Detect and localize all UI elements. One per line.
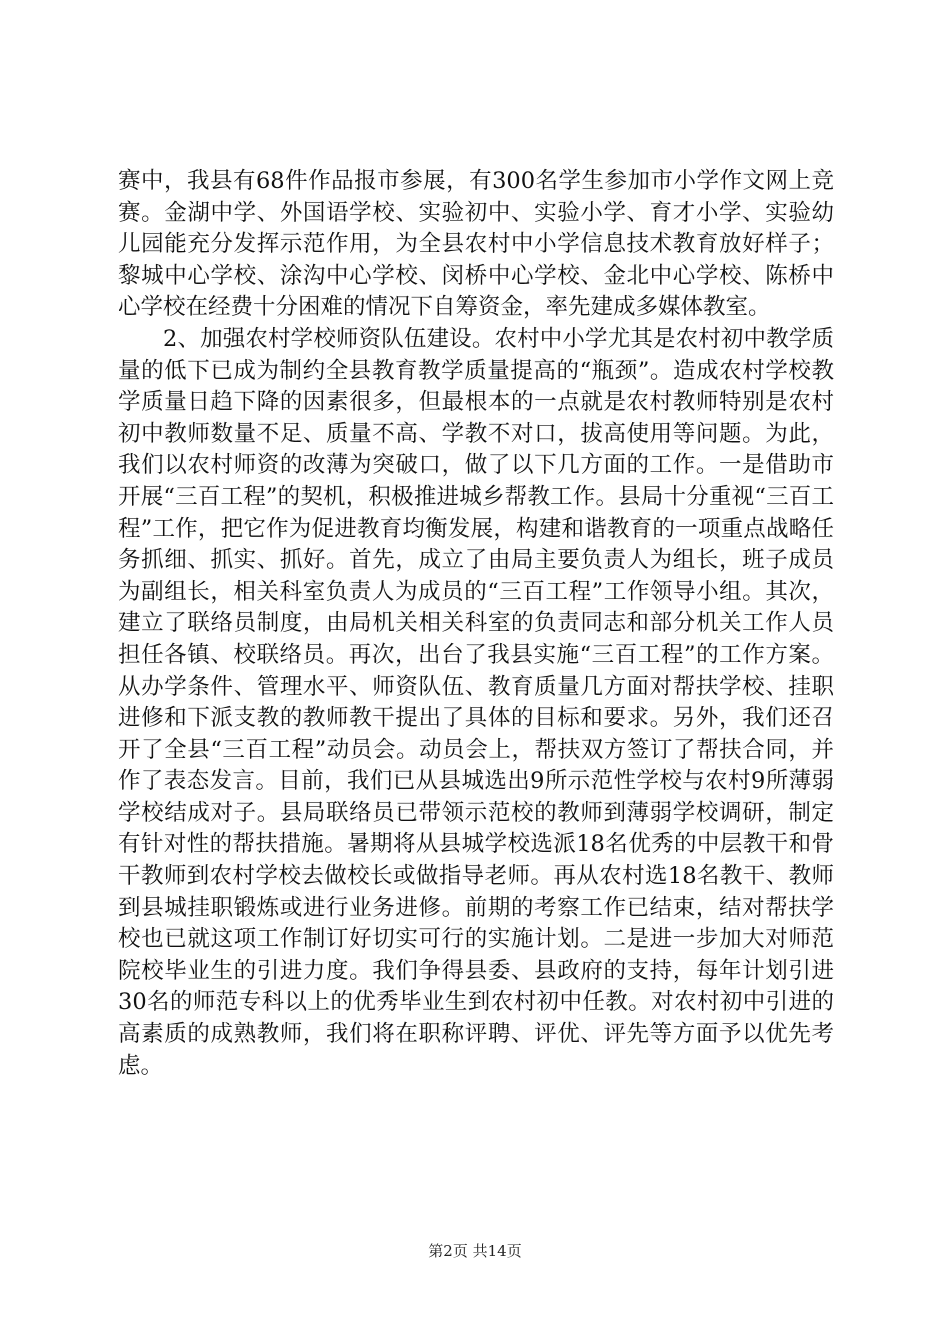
page-footer: 第2页 共14页 [428,1242,522,1260]
paragraph-teacher-team: 2、加强农村学校师资队伍建设。农村中小学尤其是农村初中教学质量的低下已成为制约全县教育教学质量提高的“瓶颈”。造成农村学校教学质量日趋下降的因素很多，但最根本的一点就是农村教师特别是农村初中教师数量不足、质量不高、学教不对口，拔高使用等问题。为此，我们以农村师资的改薄为突破口，做了以下几方面的工作。一是借助市开展“三百工程”的契机，积极推进城乡帮教工作。县局十分重视“三百工程”工作，把它作为促进教育均衡发展，构建和谐教育的一项重点战略任务抓细、抓实、抓好。首先，成立了由局主要负责人为组长，班子成员为副组长，相关科室负责人为成员的“三百工程”工作领导小组。其次，建立了联络员制度，由局机关相关科室的负责同志和部分机关工作人员担任各镇、校联络员。再次，出台了我县实施“三百工程”的工作方案。从办学条件、管理水平、师资队伍、教育质量几方面对帮扶学校、挂职进修和下派支教的教师教干提出了具体的目标和要求。另外，我们还召开了全县“三百工程”动员会。动员会上，帮扶双方签订了帮扶合同，并作了表态发言。目前，我们已从县城选出9所示范性学校与农村9所薄弱学校结成对子。县局联络员已带领示范校的教师到薄弱学校调研，制定有针对性的帮扶措施。暑期将从县城学校选派18名优秀的中层教干和骨干教师到农村学校去做校长或做指导老师。再从农村选18名教干、教师到县城挂职锻炼或进行业务进修。前期的考察工作已结束，结对帮扶学校也已就这项工作制订好切实可行的实施计划。二是进一步加大对师范院校毕业生的引进力度。我们争得县委、县政府的支持，每年计划引进30名的师范专科以上的优秀毕业生到农村初中任教。对农村初中引进的高素质的成熟教师，我们将在职称评聘、评优、评先等方面予以优先考虑。 [118,325,834,1079]
document-body [118,166,834,1082]
paragraph-continuation: 赛中，我县有68件作品报市参展，有300名学生参加市小学作文网上竞赛。金湖中学、外国语学校、实验初中、实验小学、育才小学、实验幼儿园能充分发挥示范作用，为全县农村中小学信息技术教育放好样子；黎城中心学校、涂沟中心学校、闵桥中心学校、金北中心学校、陈桥中心学校在经费十分困难的情况下自筹资金，率先建成多媒体教室。 [118,168,834,321]
